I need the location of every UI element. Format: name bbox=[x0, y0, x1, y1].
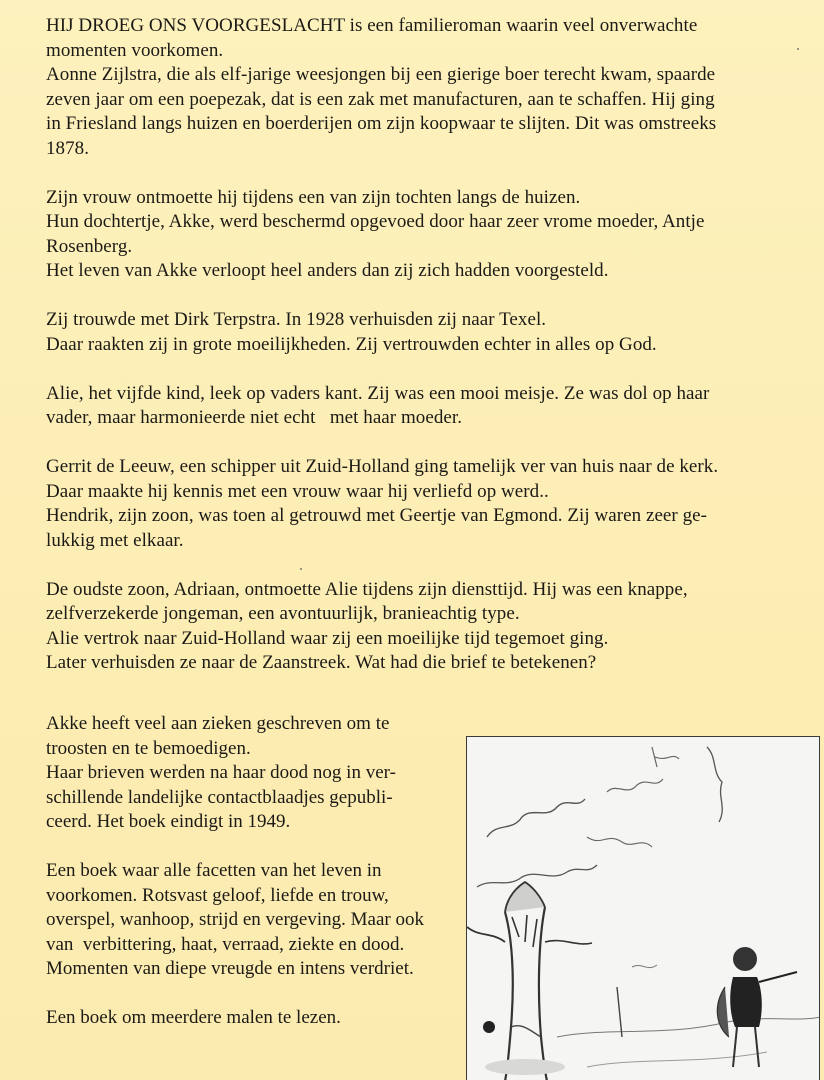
text-line: Rosenberg. bbox=[46, 235, 133, 257]
text-line: Gerrit de Leeuw, een schipper uit Zuid-Holland ging tamelijk ver van huis naar de kerk. bbox=[46, 456, 719, 477]
text-line: Haar brieven werden na haar dood nog in ver- bbox=[46, 762, 396, 783]
text-line: Een boek waar alle facetten van het leven in bbox=[46, 860, 382, 881]
cover-illustration bbox=[466, 736, 820, 1080]
paragraph-gerrit bbox=[46, 455, 806, 553]
paragraph-facets bbox=[46, 859, 466, 982]
text-line: overspel, wanhoop, strijd en vergeving. Maar ook bbox=[46, 909, 424, 930]
text-line: lukkig met elkaar. bbox=[46, 529, 184, 551]
text-line: ceerd. Het boek eindigt in 1949. bbox=[46, 811, 291, 832]
sketch-drawing bbox=[467, 737, 820, 1080]
text-line: Akke heeft veel aan zieken geschreven om te bbox=[46, 713, 390, 734]
text-line: voorkomen. Rotsvast geloof, liefde en trouw, bbox=[46, 884, 389, 906]
text-line: Daar maakte hij kennis met een vrouw waar hij verliefd op werd.. bbox=[46, 480, 549, 502]
text-line: Een boek om meerdere malen te lezen. bbox=[46, 1007, 341, 1028]
paragraph-closing bbox=[46, 1006, 466, 1031]
text-line: Het leven van Akke verloopt heel anders dan zij zich hadden voorgesteld. bbox=[46, 260, 609, 281]
paragraph-intro bbox=[46, 14, 806, 161]
text-line: Momenten van diepe vreugde en intens verdriet. bbox=[46, 958, 414, 979]
text-line: vader, maar harmonieerde niet echt met haar moeder. bbox=[46, 407, 462, 428]
paragraph-alie bbox=[46, 382, 806, 431]
text-line: momenten voorkomen. bbox=[46, 39, 224, 61]
text-line: Alie vertrok naar Zuid-Holland waar zij een moeilijke tijd tegemoet ging. bbox=[46, 627, 609, 649]
text-line: schillende landelijke contactblaadjes gepubli- bbox=[46, 786, 393, 808]
text-line: zeven jaar om een poepezak, dat is een zak met manufacturen, aan te schaffen. Hij ging bbox=[46, 88, 715, 110]
paragraph-texel bbox=[46, 308, 806, 357]
paragraph-adriaan bbox=[46, 578, 806, 676]
text-line: van verbittering, haat, verraad, ziekte en dood. bbox=[46, 933, 405, 955]
blurb-text bbox=[46, 14, 806, 676]
text-line: Hendrik, zijn zoon, was toen al getrouwd met Geertje van Egmond. Zij waren zeer ge- bbox=[46, 505, 707, 526]
print-speck bbox=[300, 568, 302, 570]
blurb-text-left-column bbox=[46, 712, 466, 1055]
print-speck bbox=[797, 48, 799, 50]
text-line: Later verhuisden ze naar de Zaanstreek. Wat had die brief te betekenen? bbox=[46, 652, 597, 673]
text-line: Zijn vrouw ontmoette hij tijdens een van zijn tochten langs de huizen. bbox=[46, 186, 581, 208]
text-line: zelfverzekerde jongeman, een avontuurlijk, branieachtig type. bbox=[46, 603, 520, 624]
text-line: in Friesland langs huizen en boerderijen om zijn koopwaar te slijten. Dit was omstreeks bbox=[46, 113, 717, 134]
text-line: HIJ DROEG ONS VOORGESLACHT is een familieroman waarin veel onverwachte bbox=[46, 15, 698, 36]
text-line: Alie, het vijfde kind, leek op vaders kant. Zij was een mooi meisje. Ze was dol op haar bbox=[46, 382, 710, 404]
text-line: troosten en te bemoedigen. bbox=[46, 737, 251, 759]
text-line: Hun dochtertje, Akke, werd beschermd opgevoed door haar zeer vrome moeder, Antje bbox=[46, 211, 705, 232]
text-line: Daar raakten zij in grote moeilijkheden. Zij vertrouwden echter in alles op God. bbox=[46, 333, 657, 355]
paragraph-akke bbox=[46, 186, 806, 284]
text-line: De oudste zoon, Adriaan, ontmoette Alie tijdens zijn diensttijd. Hij was een knappe, bbox=[46, 578, 688, 600]
text-line: Aonne Zijlstra, die als elf-jarige weesjongen bij een gierige boer terecht kwam, spaarde bbox=[46, 64, 716, 85]
text-line: Zij trouwde met Dirk Terpstra. In 1928 verhuisden zij naar Texel. bbox=[46, 309, 547, 330]
text-line: 1878. bbox=[46, 137, 89, 159]
paragraph-letters bbox=[46, 712, 466, 835]
